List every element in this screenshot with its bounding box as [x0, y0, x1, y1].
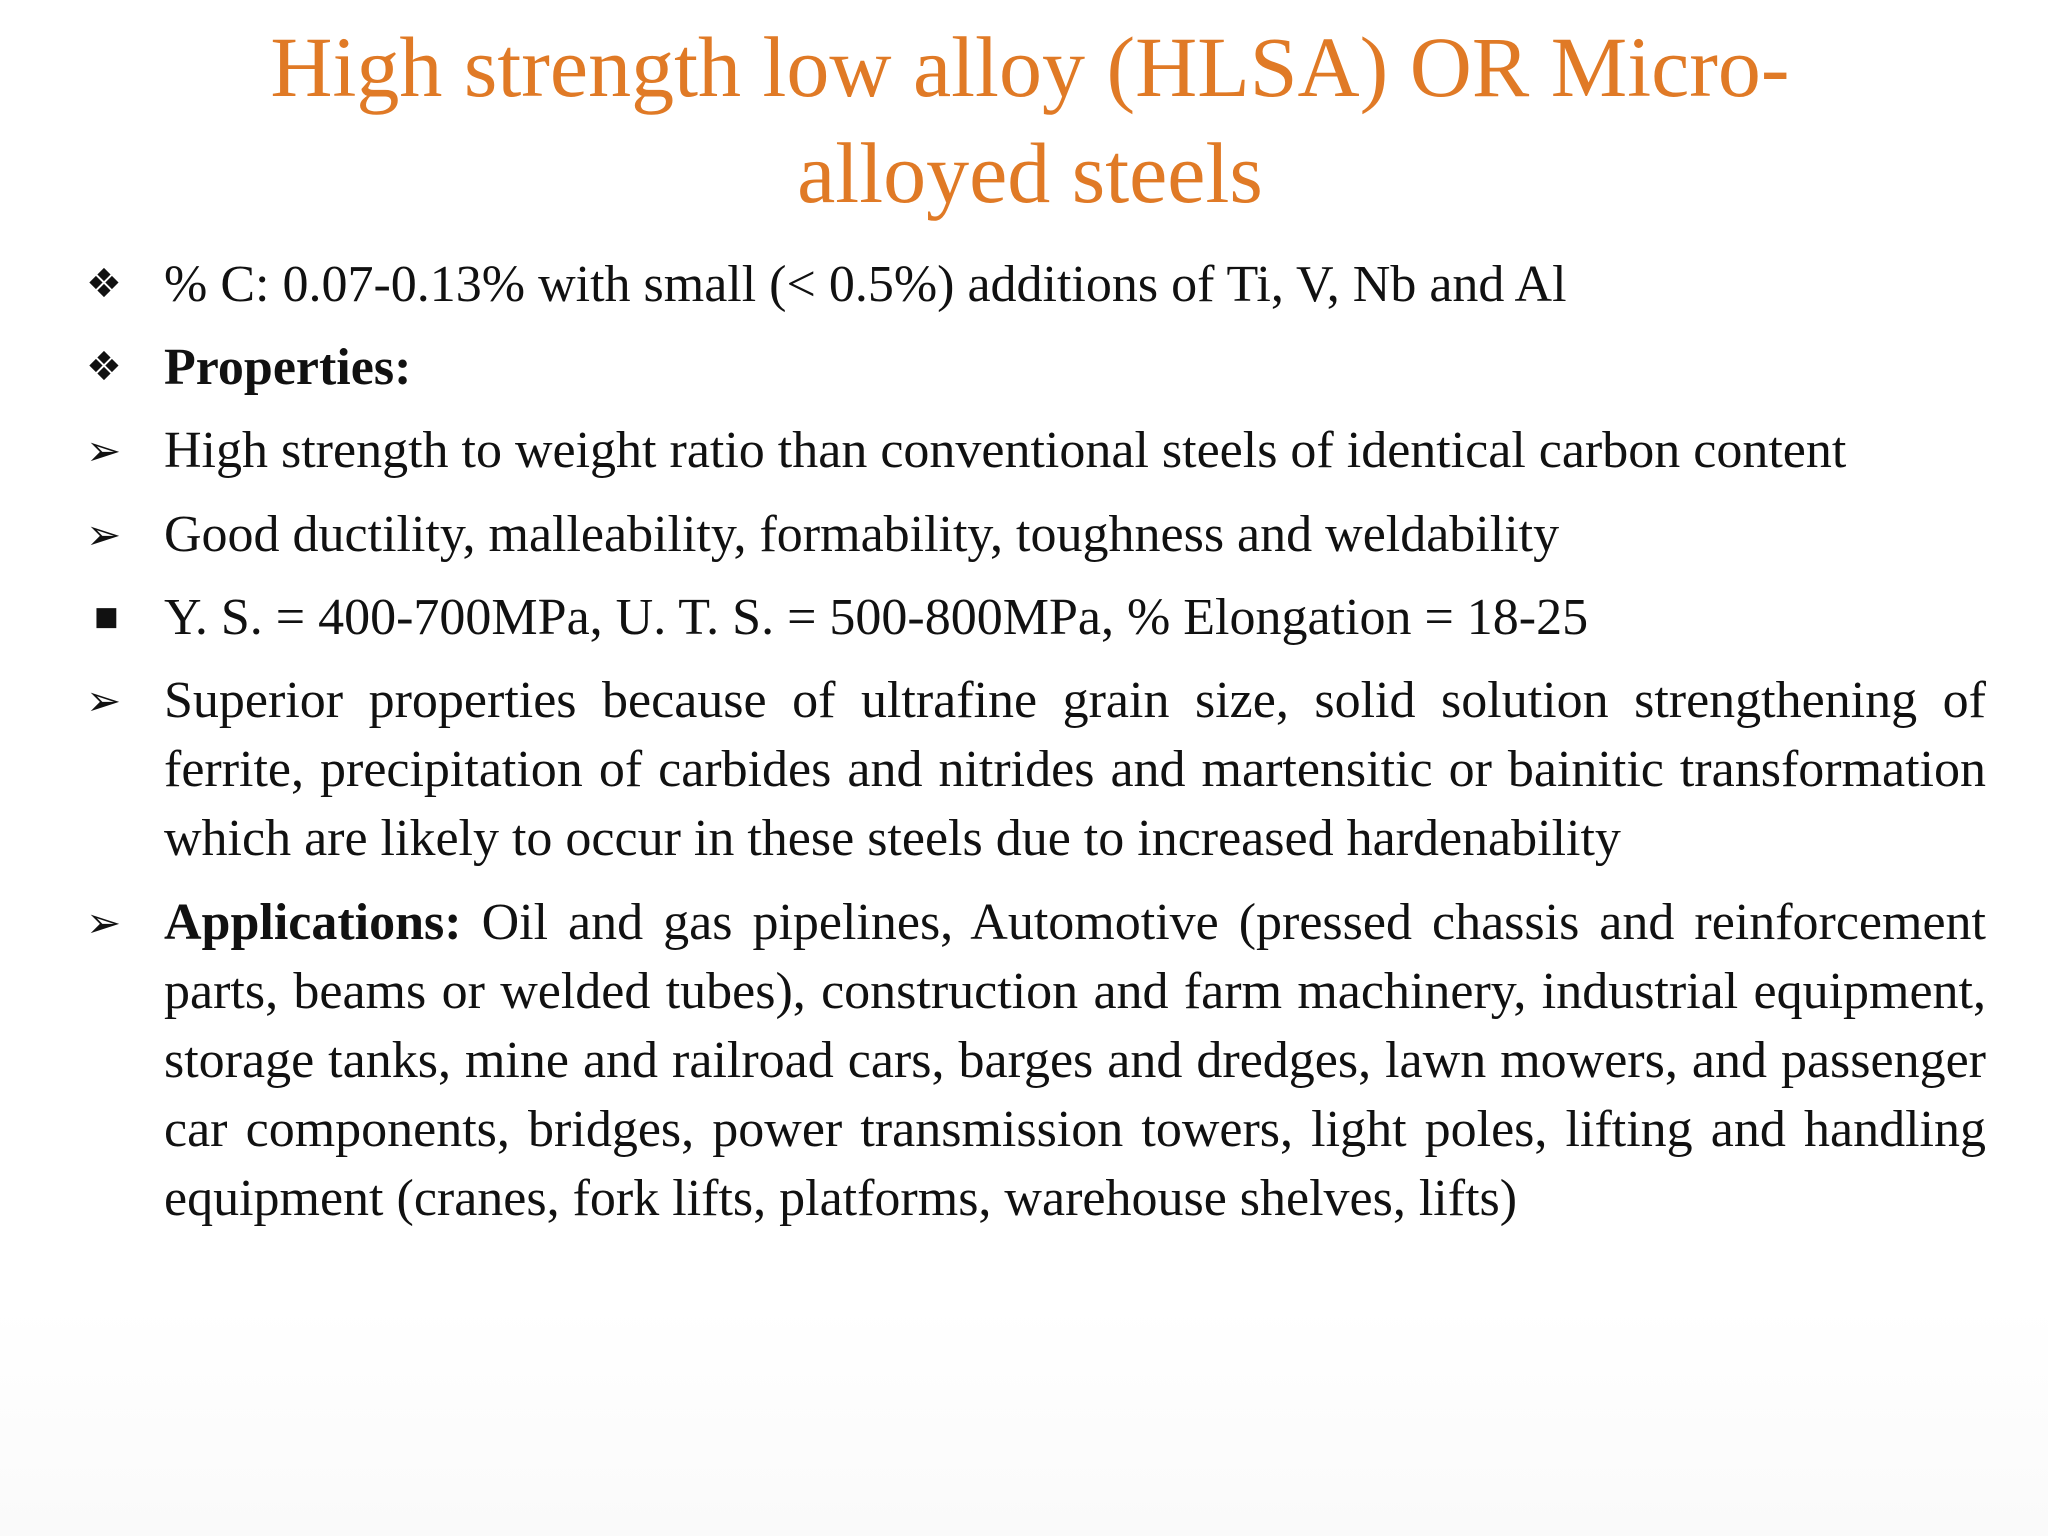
square-bullet-icon: ■	[94, 602, 119, 632]
bullet-list	[86, 250, 1986, 1233]
title-line-2: alloyed steels	[797, 125, 1263, 221]
applications-label: Applications:	[164, 894, 462, 951]
arrow-bullet-icon: ➢	[86, 510, 122, 559]
superior-properties-text: Superior properties because of ultrafine grain size, solid solution strengthening of ferrite, precipitation of carbides and nitrides and martensitic or bainitic transformation which are likely to occur in these steels due to increased hardenability	[164, 672, 1986, 867]
list-item-mechanical-values	[86, 583, 1986, 652]
strength-ratio-text: High strength to weight ratio than conventional steels of identical carbon content	[164, 422, 1847, 479]
list-item-carbon	[86, 250, 1986, 319]
arrow-bullet-icon: ➢	[86, 676, 122, 725]
list-item-properties-heading	[86, 333, 1986, 402]
mechanical-values-text: Y. S. = 400-700MPa, U. T. S. = 500-800MPa, % Elongation = 18-25	[164, 589, 1589, 646]
slide-title	[150, 14, 1910, 226]
list-item-strength-ratio	[86, 416, 1986, 485]
ductility-text: Good ductility, malleability, formability, toughness and weldability	[164, 506, 1560, 563]
list-item-superior-properties	[86, 666, 1986, 873]
carbon-text: % C: 0.07-0.13% with small (< 0.5%) additions of Ti, V, Nb and Al	[164, 256, 1567, 313]
arrow-bullet-icon: ➢	[86, 898, 122, 947]
title-line-1: High strength low alloy (HLSA) OR Micro-	[270, 19, 1790, 115]
diamond-bullet-icon: ❖	[86, 261, 122, 307]
arrow-bullet-icon: ➢	[86, 426, 122, 475]
applications-text: Oil and gas pipelines, Automotive (pressed chassis and reinforcement parts, beams or welded tubes), construction and farm machinery, industrial equipment, storage tanks, mine and railroad cars, barges and dredges, lawn mowers, and passenger car components, bridges, power transmission towers, light poles, lifting and handling equipment (cranes, fork lifts, platforms, warehouse shelves, lifts)	[164, 894, 1986, 1227]
list-item-ductility	[86, 500, 1986, 569]
properties-heading: Properties:	[164, 339, 412, 396]
diamond-bullet-icon: ❖	[86, 344, 122, 390]
list-item-applications	[86, 888, 1986, 1233]
